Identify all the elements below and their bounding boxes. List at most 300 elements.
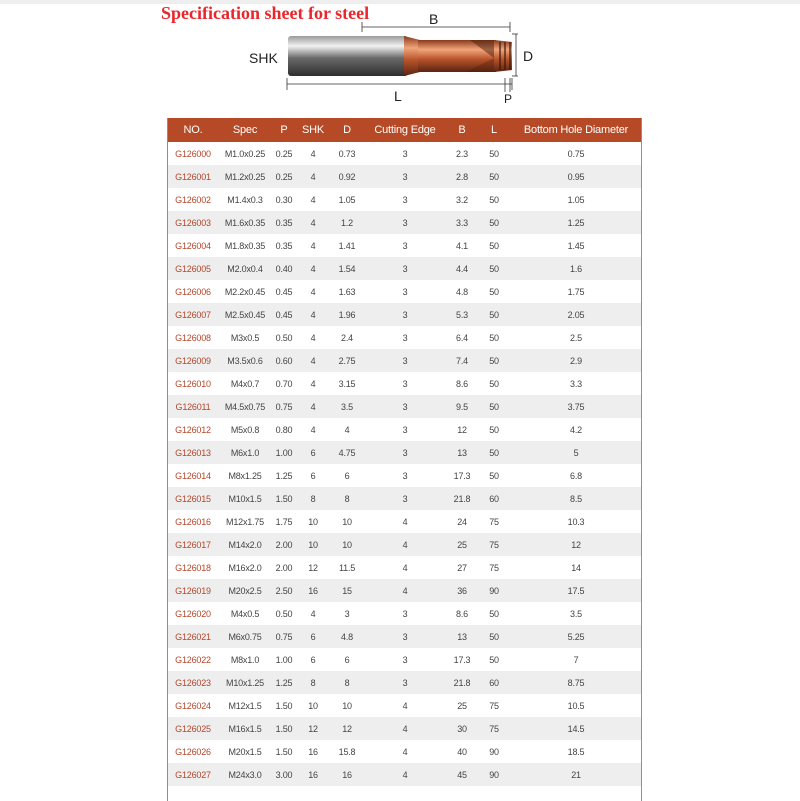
cell-bottom-hole-diameter: 0.95	[567, 171, 585, 182]
cell-d: 4	[344, 424, 350, 435]
cell-d: 10	[342, 516, 352, 527]
cell-b: 7.4	[456, 355, 468, 366]
table-row	[168, 556, 642, 579]
cell-shk: 4	[310, 608, 316, 619]
cell-cutting-edge: 3	[402, 332, 408, 343]
col-header-no: NO.	[183, 124, 203, 136]
cell-no: G126014	[175, 470, 211, 481]
cell-no: G126018	[175, 562, 211, 573]
cell-d: 1.2	[341, 217, 353, 228]
table-row	[168, 763, 642, 786]
cell-spec: M1.8x0.35	[224, 240, 266, 251]
cell-shk: 4	[310, 332, 316, 343]
table-row	[168, 740, 642, 763]
table-row	[168, 602, 642, 625]
cell-l: 60	[489, 677, 499, 688]
cell-p: 0.30	[275, 194, 293, 205]
cell-l: 50	[489, 286, 499, 297]
cell-cutting-edge: 3	[402, 286, 408, 297]
cell-shk: 6	[310, 654, 316, 665]
cell-l: 50	[489, 332, 499, 343]
cell-d: 1.96	[338, 309, 356, 320]
cell-p: 2.00	[275, 539, 293, 550]
cell-spec: M3x0.5	[230, 332, 260, 343]
cell-cutting-edge: 4	[402, 562, 408, 573]
cell-no: G126021	[175, 631, 211, 642]
cell-bottom-hole-diameter: 1.45	[567, 240, 585, 251]
table-row	[168, 372, 642, 395]
cell-d: 1.63	[338, 286, 356, 297]
cell-no: G126025	[175, 723, 211, 734]
cell-shk: 4	[310, 286, 316, 297]
cell-spec: M1.0x0.25	[224, 148, 266, 159]
cell-spec: M24x3.0	[228, 769, 262, 780]
table-row	[168, 188, 642, 211]
cell-l: 50	[489, 171, 499, 182]
cell-d: 2.4	[341, 332, 353, 343]
cell-l: 50	[489, 194, 499, 205]
cell-d: 3.5	[341, 401, 353, 412]
cell-bottom-hole-diameter: 12	[571, 539, 581, 550]
label-b: B	[429, 11, 439, 27]
cell-spec: M1.4x0.3	[227, 194, 263, 205]
cell-no: G126008	[175, 332, 211, 343]
cell-cutting-edge: 3	[402, 493, 408, 504]
cell-cutting-edge: 3	[402, 447, 408, 458]
cell-shk: 4	[310, 171, 316, 182]
table-row	[168, 280, 642, 303]
cell-cutting-edge: 3	[402, 424, 408, 435]
cell-spec: M3.5x0.6	[227, 355, 263, 366]
cell-b: 6.4	[456, 332, 468, 343]
cell-no: G126019	[175, 585, 211, 596]
cell-shk: 4	[310, 401, 316, 412]
cell-l: 75	[489, 516, 499, 527]
cell-bottom-hole-diameter: 6.8	[570, 470, 582, 481]
cell-b: 21.8	[453, 493, 471, 504]
cell-shk: 10	[308, 516, 318, 527]
cell-bottom-hole-diameter: 1.75	[567, 286, 585, 297]
table-body	[168, 142, 642, 786]
cell-p: 0.60	[275, 355, 293, 366]
cell-shk: 10	[308, 700, 318, 711]
cell-spec: M2.2x0.45	[224, 286, 266, 297]
table-row	[168, 234, 642, 257]
cell-b: 27	[457, 562, 467, 573]
table-row	[168, 464, 642, 487]
cell-no: G126007	[175, 309, 211, 320]
cell-d: 15.8	[338, 746, 356, 757]
cell-b: 4.8	[456, 286, 468, 297]
cell-bottom-hole-diameter: 10.3	[567, 516, 585, 527]
cell-d: 1.54	[338, 263, 356, 274]
cell-l: 50	[489, 309, 499, 320]
cell-spec: M20x2.5	[228, 585, 262, 596]
col-header-l: L	[491, 124, 497, 136]
cell-bottom-hole-diameter: 17.5	[567, 585, 585, 596]
cell-bottom-hole-diameter: 0.75	[567, 148, 585, 159]
cell-cutting-edge: 3	[402, 171, 408, 182]
cell-shk: 6	[310, 447, 316, 458]
col-header-p: P	[280, 124, 288, 136]
cell-spec: M16x1.5	[228, 723, 262, 734]
cell-no: G126020	[175, 608, 211, 619]
cell-shk: 4	[310, 355, 316, 366]
cell-b: 9.5	[456, 401, 468, 412]
cell-cutting-edge: 3	[402, 378, 408, 389]
cell-l: 90	[489, 585, 499, 596]
cell-b: 45	[457, 769, 467, 780]
cell-p: 1.00	[275, 654, 293, 665]
cell-p: 0.50	[275, 608, 293, 619]
table-row	[168, 533, 642, 556]
col-header-shk: SHK	[301, 124, 325, 136]
table-row	[168, 257, 642, 280]
table-row	[168, 671, 642, 694]
cell-no: G126001	[175, 171, 211, 182]
cell-shk: 8	[310, 493, 316, 504]
cell-cutting-edge: 3	[402, 263, 408, 274]
cell-shk: 10	[308, 539, 318, 550]
table-row	[168, 326, 642, 349]
cell-cutting-edge: 3	[402, 355, 408, 366]
table-row	[168, 418, 642, 441]
cell-d: 16	[342, 769, 352, 780]
cell-spec: M1.2x0.25	[224, 171, 266, 182]
cell-d: 8	[344, 493, 350, 504]
cell-bottom-hole-diameter: 8.5	[570, 493, 582, 504]
cell-shk: 4	[310, 309, 316, 320]
cell-p: 1.25	[275, 677, 293, 688]
table-row	[168, 349, 642, 372]
cell-b: 8.6	[456, 378, 468, 389]
col-header-cutting-edge: Cutting Edge	[374, 124, 436, 136]
cell-b: 17.3	[453, 654, 471, 665]
cell-l: 50	[489, 424, 499, 435]
table-row	[168, 579, 642, 602]
cell-b: 24	[457, 516, 467, 527]
cell-p: 0.75	[275, 401, 293, 412]
cell-spec: M12x1.5	[228, 700, 262, 711]
cell-bottom-hole-diameter: 1.25	[567, 217, 585, 228]
cell-d: 11.5	[338, 562, 356, 573]
cell-d: 3	[344, 608, 350, 619]
cell-no: G126006	[175, 286, 211, 297]
cell-shk: 6	[310, 470, 316, 481]
cell-l: 50	[489, 654, 499, 665]
cell-shk: 4	[310, 148, 316, 159]
cell-p: 1.50	[275, 746, 293, 757]
cell-no: G126026	[175, 746, 211, 757]
table-row	[168, 441, 642, 464]
cell-bottom-hole-diameter: 3.75	[567, 401, 585, 412]
cell-d: 6	[344, 470, 350, 481]
cell-cutting-edge: 3	[402, 677, 408, 688]
label-d: D	[523, 48, 534, 64]
cell-d: 10	[342, 539, 352, 550]
cell-spec: M2.0x0.4	[227, 263, 263, 274]
cell-cutting-edge: 3	[402, 194, 408, 205]
col-header-spec: Spec	[232, 124, 258, 136]
cell-no: G126013	[175, 447, 211, 458]
cell-cutting-edge: 4	[402, 700, 408, 711]
table-row	[168, 648, 642, 671]
cell-p: 0.25	[275, 148, 293, 159]
table-row	[168, 165, 642, 188]
cell-cutting-edge: 3	[402, 217, 408, 228]
cell-p: 0.45	[275, 309, 293, 320]
cell-no: G126024	[175, 700, 211, 711]
cell-no: G126017	[175, 539, 211, 550]
cell-no: G126002	[175, 194, 211, 205]
cell-no: G126011	[175, 401, 211, 412]
cell-l: 50	[489, 355, 499, 366]
table-row	[168, 694, 642, 717]
spec-table	[168, 118, 642, 786]
cell-bottom-hole-diameter: 8.75	[567, 677, 585, 688]
cell-d: 10	[342, 700, 352, 711]
cell-b: 4.1	[456, 240, 468, 251]
cell-spec: M6x0.75	[228, 631, 262, 642]
cell-d: 0.92	[338, 171, 356, 182]
cell-b: 21.8	[453, 677, 471, 688]
cell-shk: 4	[310, 378, 316, 389]
cell-spec: M10x1.5	[228, 493, 262, 504]
cell-shk: 4	[310, 263, 316, 274]
cell-p: 1.00	[275, 447, 293, 458]
cell-shk: 8	[310, 677, 316, 688]
cell-d: 2.75	[338, 355, 356, 366]
cell-bottom-hole-diameter: 10.5	[567, 700, 585, 711]
table-row	[168, 142, 642, 165]
cell-cutting-edge: 4	[402, 539, 408, 550]
cell-d: 3.15	[338, 378, 356, 389]
cell-cutting-edge: 3	[402, 608, 408, 619]
cell-cutting-edge: 4	[402, 516, 408, 527]
cell-no: G126003	[175, 217, 211, 228]
cell-b: 2.3	[456, 148, 468, 159]
cell-b: 3.2	[456, 194, 468, 205]
cell-l: 50	[489, 401, 499, 412]
cell-l: 75	[489, 562, 499, 573]
cell-spec: M16x2.0	[228, 562, 262, 573]
cell-cutting-edge: 3	[402, 148, 408, 159]
cell-l: 50	[489, 631, 499, 642]
cell-bottom-hole-diameter: 3.3	[570, 378, 582, 389]
cell-p: 3.00	[275, 769, 293, 780]
cell-cutting-edge: 3	[402, 401, 408, 412]
cell-spec: M10x1.25	[226, 677, 264, 688]
cell-d: 6	[344, 654, 350, 665]
cell-cutting-edge: 4	[402, 585, 408, 596]
cell-cutting-edge: 3	[402, 240, 408, 251]
cell-l: 50	[489, 447, 499, 458]
tool-shank	[288, 36, 408, 76]
cell-no: G126023	[175, 677, 211, 688]
cell-p: 1.50	[275, 493, 293, 504]
cell-p: 2.50	[275, 585, 293, 596]
cell-l: 50	[489, 217, 499, 228]
cell-p: 0.80	[275, 424, 293, 435]
cell-l: 50	[489, 240, 499, 251]
cell-shk: 4	[310, 240, 316, 251]
cell-b: 25	[457, 700, 467, 711]
table-header-row	[168, 118, 642, 142]
cell-no: G126004	[175, 240, 211, 251]
cell-l: 50	[489, 148, 499, 159]
cell-spec: M14x2.0	[228, 539, 262, 550]
cell-l: 50	[489, 378, 499, 389]
cell-shk: 12	[308, 723, 318, 734]
cell-shk: 16	[308, 746, 318, 757]
cell-l: 60	[489, 493, 499, 504]
cell-b: 8.6	[456, 608, 468, 619]
cell-bottom-hole-diameter: 7	[573, 654, 579, 665]
cell-bottom-hole-diameter: 4.2	[570, 424, 582, 435]
cell-p: 0.45	[275, 286, 293, 297]
cell-cutting-edge: 4	[402, 723, 408, 734]
cell-spec: M12x1.75	[226, 516, 264, 527]
cell-no: G126009	[175, 355, 211, 366]
col-header-bottom-hole-diameter: Bottom Hole Diameter	[523, 124, 629, 136]
spec-table-container	[168, 118, 642, 786]
cell-cutting-edge: 3	[402, 654, 408, 665]
cell-p: 0.40	[275, 263, 293, 274]
cell-b: 13	[457, 631, 467, 642]
cell-bottom-hole-diameter: 18.5	[567, 746, 585, 757]
cell-l: 50	[489, 263, 499, 274]
cell-l: 75	[489, 539, 499, 550]
cell-bottom-hole-diameter: 5.25	[567, 631, 585, 642]
cell-shk: 4	[310, 424, 316, 435]
col-header-b: B	[458, 124, 466, 136]
cell-cutting-edge: 3	[402, 309, 408, 320]
cell-p: 2.00	[275, 562, 293, 573]
cell-bottom-hole-diameter: 5	[573, 447, 579, 458]
cell-p: 0.50	[275, 332, 293, 343]
cell-no: G126010	[175, 378, 211, 389]
cell-p: 1.50	[275, 700, 293, 711]
page-title: Specification sheet for steel	[161, 3, 370, 23]
cell-cutting-edge: 3	[402, 470, 408, 481]
cell-b: 36	[457, 585, 467, 596]
cell-b: 12	[457, 424, 467, 435]
cell-d: 0.73	[338, 148, 356, 159]
cell-p: 0.25	[275, 171, 293, 182]
cell-l: 90	[489, 769, 499, 780]
col-header-d: D	[343, 124, 351, 136]
cell-bottom-hole-diameter: 1.05	[567, 194, 585, 205]
cell-no: G126016	[175, 516, 211, 527]
cell-d: 12	[342, 723, 352, 734]
cell-no: G126012	[175, 424, 211, 435]
cell-no: G126015	[175, 493, 211, 504]
cell-cutting-edge: 4	[402, 769, 408, 780]
cell-bottom-hole-diameter: 21	[571, 769, 581, 780]
cell-bottom-hole-diameter: 2.9	[570, 355, 582, 366]
cell-shk: 16	[308, 585, 318, 596]
cell-p: 1.25	[275, 470, 293, 481]
cell-b: 3.3	[456, 217, 468, 228]
cell-shk: 6	[310, 631, 316, 642]
cell-shk: 16	[308, 769, 318, 780]
cell-d: 4.8	[341, 631, 353, 642]
cell-bottom-hole-diameter: 2.05	[567, 309, 585, 320]
cell-b: 40	[457, 746, 467, 757]
cell-p: 0.35	[275, 217, 293, 228]
label-shk: SHK	[249, 50, 278, 66]
cell-bottom-hole-diameter: 3.5	[570, 608, 582, 619]
cell-shk: 4	[310, 217, 316, 228]
cell-l: 75	[489, 700, 499, 711]
cell-d: 15	[342, 585, 352, 596]
cell-spec: M8x1.25	[228, 470, 262, 481]
cell-d: 8	[344, 677, 350, 688]
table-row	[168, 211, 642, 234]
cell-l: 50	[489, 470, 499, 481]
tool-tip	[494, 40, 512, 72]
cell-no: G126027	[175, 769, 211, 780]
cell-p: 1.50	[275, 723, 293, 734]
label-p: P	[504, 92, 513, 106]
table-row	[168, 487, 642, 510]
cell-cutting-edge: 4	[402, 746, 408, 757]
cell-spec: M1.6x0.35	[224, 217, 266, 228]
cell-spec: M4.5x0.75	[224, 401, 266, 412]
cell-cutting-edge: 3	[402, 631, 408, 642]
cell-no: G126005	[175, 263, 211, 274]
cell-p: 0.35	[275, 240, 293, 251]
cell-p: 1.75	[275, 516, 293, 527]
cell-spec: M6x1.0	[230, 447, 260, 458]
table-row	[168, 395, 642, 418]
cell-no: G126022	[175, 654, 211, 665]
cell-b: 2.8	[456, 171, 468, 182]
cell-b: 25	[457, 539, 467, 550]
cell-spec: M5x0.8	[230, 424, 260, 435]
cell-b: 30	[457, 723, 467, 734]
cell-l: 50	[489, 608, 499, 619]
cell-p: 0.70	[275, 378, 293, 389]
cell-shk: 4	[310, 194, 316, 205]
cell-spec: M20x1.5	[228, 746, 262, 757]
cell-no: G126000	[175, 148, 211, 159]
cell-d: 1.05	[338, 194, 356, 205]
cell-p: 0.75	[275, 631, 293, 642]
cell-spec: M2.5x0.45	[224, 309, 266, 320]
cell-d: 1.41	[338, 240, 356, 251]
tool-neck	[404, 36, 420, 76]
table-row	[168, 625, 642, 648]
cell-b: 17.3	[453, 470, 471, 481]
table-row	[168, 510, 642, 533]
label-l: L	[394, 88, 402, 104]
cell-bottom-hole-diameter: 14	[571, 562, 581, 573]
table-row	[168, 717, 642, 740]
cell-spec: M4x0.7	[230, 378, 260, 389]
cell-l: 90	[489, 746, 499, 757]
cell-b: 13	[457, 447, 467, 458]
table-row	[168, 303, 642, 326]
cell-d: 4.75	[338, 447, 356, 458]
cell-shk: 12	[308, 562, 318, 573]
cell-bottom-hole-diameter: 2.5	[570, 332, 582, 343]
cell-bottom-hole-diameter: 14.5	[567, 723, 585, 734]
cell-l: 75	[489, 723, 499, 734]
cell-b: 5.3	[456, 309, 468, 320]
cell-spec: M8x1.0	[230, 654, 260, 665]
cell-b: 4.4	[456, 263, 468, 274]
